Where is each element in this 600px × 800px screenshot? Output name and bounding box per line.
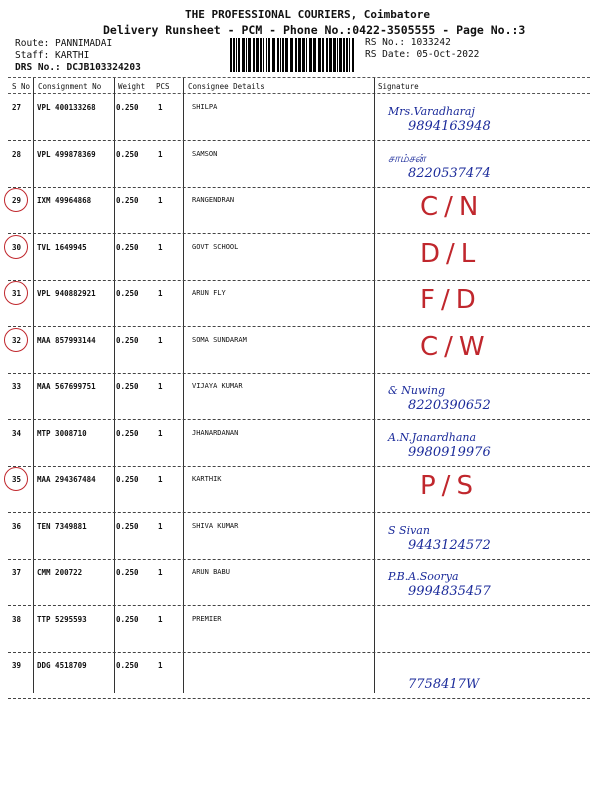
row-weight: 0.250 [116, 661, 139, 670]
row-pcs: 1 [158, 382, 163, 391]
staff-label: Staff: KARTHI [15, 50, 90, 61]
row-weight: 0.250 [116, 103, 139, 112]
row-sno: 29 [12, 196, 22, 205]
row-pcs: 1 [158, 289, 163, 298]
circled-row-marker [4, 235, 28, 259]
row-sno: 36 [12, 521, 22, 531]
signature-name: சாம்சன் [388, 151, 426, 165]
row-sno: 31 [12, 289, 22, 298]
company-title: THE PROFESSIONAL COURIERS, Coimbatore [185, 8, 431, 21]
signature-name: Mrs.Varadharaj [388, 105, 475, 118]
table-row [8, 328, 590, 374]
circled-row-marker [4, 328, 28, 352]
signature-name: S Sivan [388, 523, 430, 537]
row-sno: 35 [12, 475, 22, 484]
row-pcs: 1 [158, 428, 163, 438]
table-row [8, 188, 590, 234]
signature-phone: 7758417W [408, 677, 480, 692]
row-consignment: VPL 940882921 [37, 289, 96, 298]
row-consignment: TVL 1649945 [37, 242, 87, 252]
row-consignment: TEN 7349881 [37, 521, 87, 531]
row-consignee: KARTHIK [192, 475, 222, 483]
row-weight: 0.250 [116, 149, 139, 159]
signature-phone: 8220537474 [408, 165, 491, 181]
signature-name: A.N.Janardhana [388, 430, 477, 444]
row-consignment: MAA 857993144 [37, 335, 96, 345]
col-consignment: Consignment No [38, 82, 102, 91]
row-sno: 34 [12, 428, 22, 438]
circled-row-marker [4, 281, 28, 305]
row-consignee: RANGENDRAN [192, 196, 235, 204]
signature-phone: 9894163948 [408, 119, 491, 134]
row-consignment: VPL 400133268 [37, 103, 96, 112]
row-consignment: MAA 294367484 [37, 475, 96, 484]
row-sno: 32 [12, 335, 22, 345]
row-consignment: VPL 499878369 [37, 149, 96, 159]
col-signature: Signature [378, 82, 419, 91]
row-consignment: IXM 49964868 [37, 196, 92, 205]
row-sno: 37 [12, 568, 22, 577]
rs-date: RS Date: 05-Oct-2022 [365, 49, 480, 60]
status-mark: D/L [420, 238, 482, 269]
row-consignee: PREMIER [192, 614, 222, 623]
row-consignment: MAA 567699751 [37, 382, 96, 391]
header-bottom-rule [8, 93, 590, 94]
row-weight: 0.250 [116, 289, 139, 298]
row-consignee: SHILPA [192, 103, 218, 111]
col-weight: Weight [118, 82, 146, 91]
row-sno: 28 [12, 149, 22, 159]
row-weight: 0.250 [116, 382, 139, 391]
col-consignee: Consignee Details [188, 82, 265, 91]
table-row [8, 467, 590, 513]
signature-name: & Nuwing [388, 384, 446, 397]
row-sno: 39 [12, 661, 22, 670]
row-consignment: CMM 200722 [37, 568, 83, 577]
row-sno: 27 [12, 103, 22, 112]
row-pcs: 1 [158, 242, 163, 252]
status-mark: C/N [420, 192, 485, 222]
row-weight: 0.250 [116, 568, 139, 577]
barcode [230, 38, 355, 72]
row-divider [8, 698, 590, 699]
runsheet-title: Delivery Runsheet - PCM - Phone No.:0422-3505555 - Page No.:3 [103, 23, 526, 37]
row-weight: 0.250 [116, 521, 139, 531]
row-sno: 33 [12, 382, 22, 391]
row-consignment: MTP 3008710 [37, 428, 87, 438]
row-weight: 0.250 [116, 428, 139, 438]
table-row [8, 560, 590, 606]
row-consignment: TTP 5295593 [37, 614, 87, 624]
col-sno: S No [12, 82, 31, 91]
header-right-info [365, 37, 479, 61]
table-row [8, 235, 590, 281]
circled-row-marker [4, 188, 28, 212]
row-pcs: 1 [158, 335, 163, 345]
row-weight: 0.250 [116, 242, 139, 252]
row-pcs: 1 [158, 661, 163, 670]
row-consignee: ARUN BABU [192, 568, 230, 576]
status-mark: C/W [420, 331, 491, 362]
row-weight: 0.250 [116, 614, 139, 624]
row-consignee: VIJAYA KUMAR [192, 382, 243, 390]
row-consignee: SHIVA KUMAR [192, 521, 239, 530]
row-pcs: 1 [158, 568, 163, 577]
table-row [8, 281, 590, 327]
row-pcs: 1 [158, 614, 163, 624]
rs-number: RS No.: 1033242 [365, 37, 451, 48]
row-weight: 0.250 [116, 475, 139, 484]
signature-name: P.B.A.Soorya [388, 570, 459, 583]
row-pcs: 1 [158, 475, 163, 484]
row-pcs: 1 [158, 149, 163, 159]
header-top-rule [8, 77, 590, 78]
row-consignee: ARUN FLY [192, 289, 226, 297]
signature-phone: 9980919976 [408, 444, 491, 460]
row-pcs: 1 [158, 103, 163, 112]
row-weight: 0.250 [116, 196, 139, 205]
row-consignee: GOVT SCHOOL [192, 242, 239, 251]
signature-phone: 8220390652 [408, 398, 491, 413]
row-weight: 0.250 [116, 335, 139, 345]
col-pcs: PCS [156, 82, 170, 91]
circled-row-marker [4, 467, 28, 491]
row-pcs: 1 [158, 196, 163, 205]
row-consignee: SOMA SUNDARAM [192, 335, 247, 344]
table-row [8, 142, 590, 188]
signature-phone: 9443124572 [408, 537, 491, 553]
table-row [8, 607, 590, 653]
row-consignee: SAMSON [192, 149, 218, 158]
row-consignee: JHANARDANAN [192, 428, 239, 437]
drs-label: DRS No.: DCJB103324203 [15, 62, 141, 73]
row-sno: 38 [12, 614, 22, 624]
row-sno: 30 [12, 242, 22, 252]
route-label: Route: PANNIMADAI [15, 38, 113, 49]
row-pcs: 1 [158, 521, 163, 531]
status-mark: F/D [420, 285, 482, 315]
signature-phone: 9994835457 [408, 584, 491, 599]
status-mark: P/S [420, 471, 479, 501]
header-left-info [15, 38, 141, 74]
row-consignment: DDG 4518709 [37, 661, 87, 670]
table-row [8, 653, 590, 699]
table-row [8, 421, 590, 467]
table-row [8, 514, 590, 560]
table-row [8, 374, 590, 420]
table-row [8, 95, 590, 141]
